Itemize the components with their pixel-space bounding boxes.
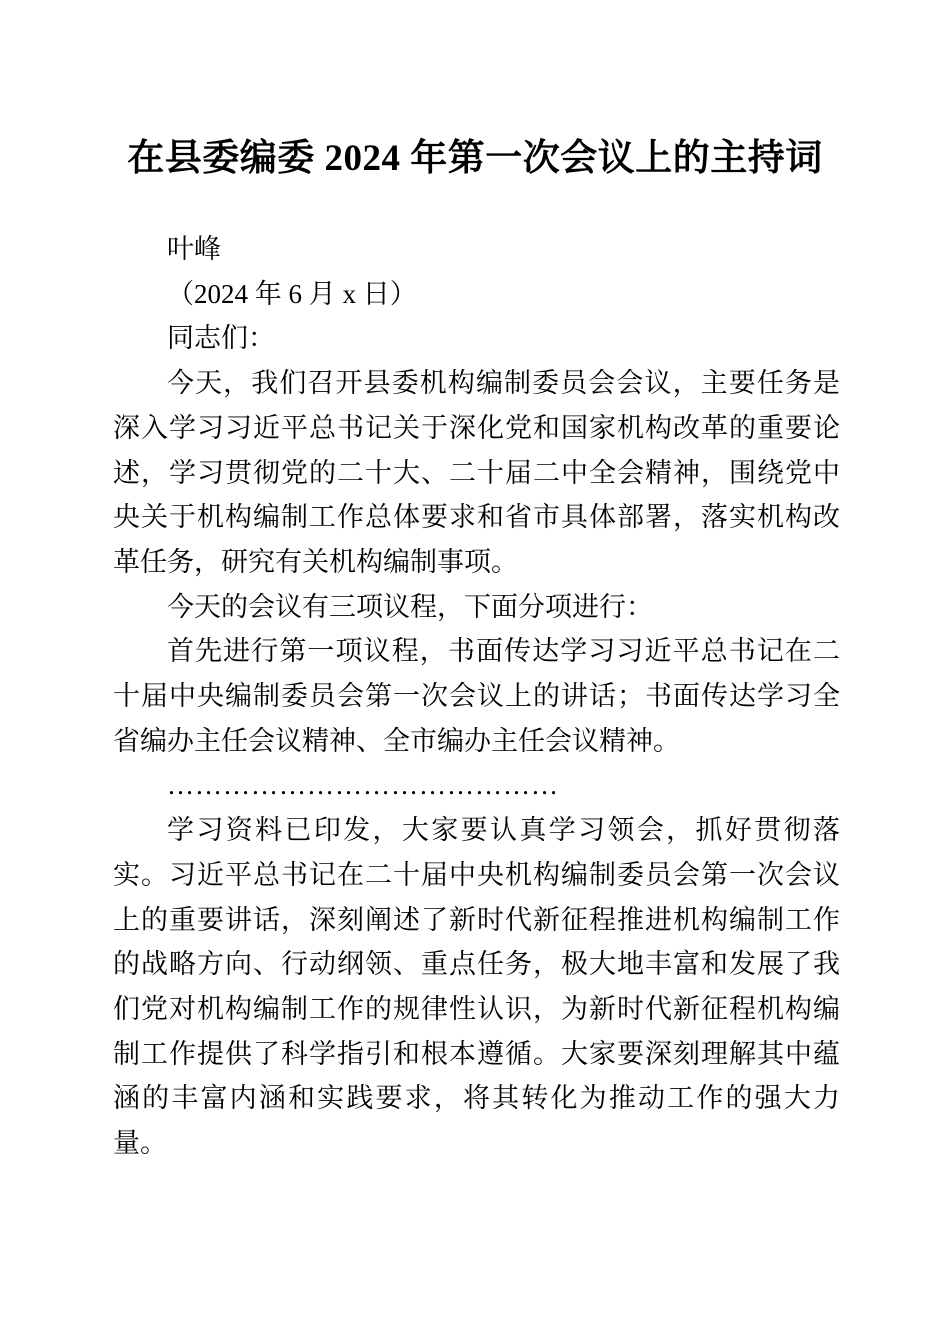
byline: 叶峰 [167, 234, 221, 264]
document-body [113, 227, 840, 1166]
document-title: 在县委编委 2024 年第一次会议上的主持词 [127, 138, 823, 179]
paragraph: 今天，我们召开县委机构编制委员会会议，主要任务是深入学习习近平总书记关于深化党和国家机构改革的重要论述，学习贯彻党的二十大、二十届二中全会精神，围绕党中央关于机构编制工作总体要求和省市具体部署，落实机构改革任务，研究有关机构编制事项。 [113, 368, 840, 577]
paragraph: 首先进行第一项议程，书面传达学习习近平总书记在二十届中央编制委员会第一次会议上的讲话；书面传达学习全省编办主任会议精神、全市编办主任会议精神。 [113, 636, 840, 756]
dotted-separator: …………………………………… [167, 770, 559, 801]
paragraph: 今天的会议有三项议程，下面分项进行： [167, 591, 653, 622]
date-line: （2024 年 6 月 x 日） [167, 278, 417, 309]
paragraph: 学习资料已印发，大家要认真学习领会，抓好贯彻落实。习近平总书记在二十届中央机构编制委员会第一次会议上的重要讲话，深刻阐述了新时代新征程推进机构编制工作的战略方向、行动纲领、重点任务，极大地丰富和发展了我们党对机构编制工作的规律性认识，为新时代新征程机构编制工作提供了科学指引和根本遵循。大家要深刻理解其中蕴涵的丰富内涵和实践要求，将其转化为推动工作的强大力量。 [113, 815, 840, 1159]
salutation: 同志们： [167, 323, 275, 354]
